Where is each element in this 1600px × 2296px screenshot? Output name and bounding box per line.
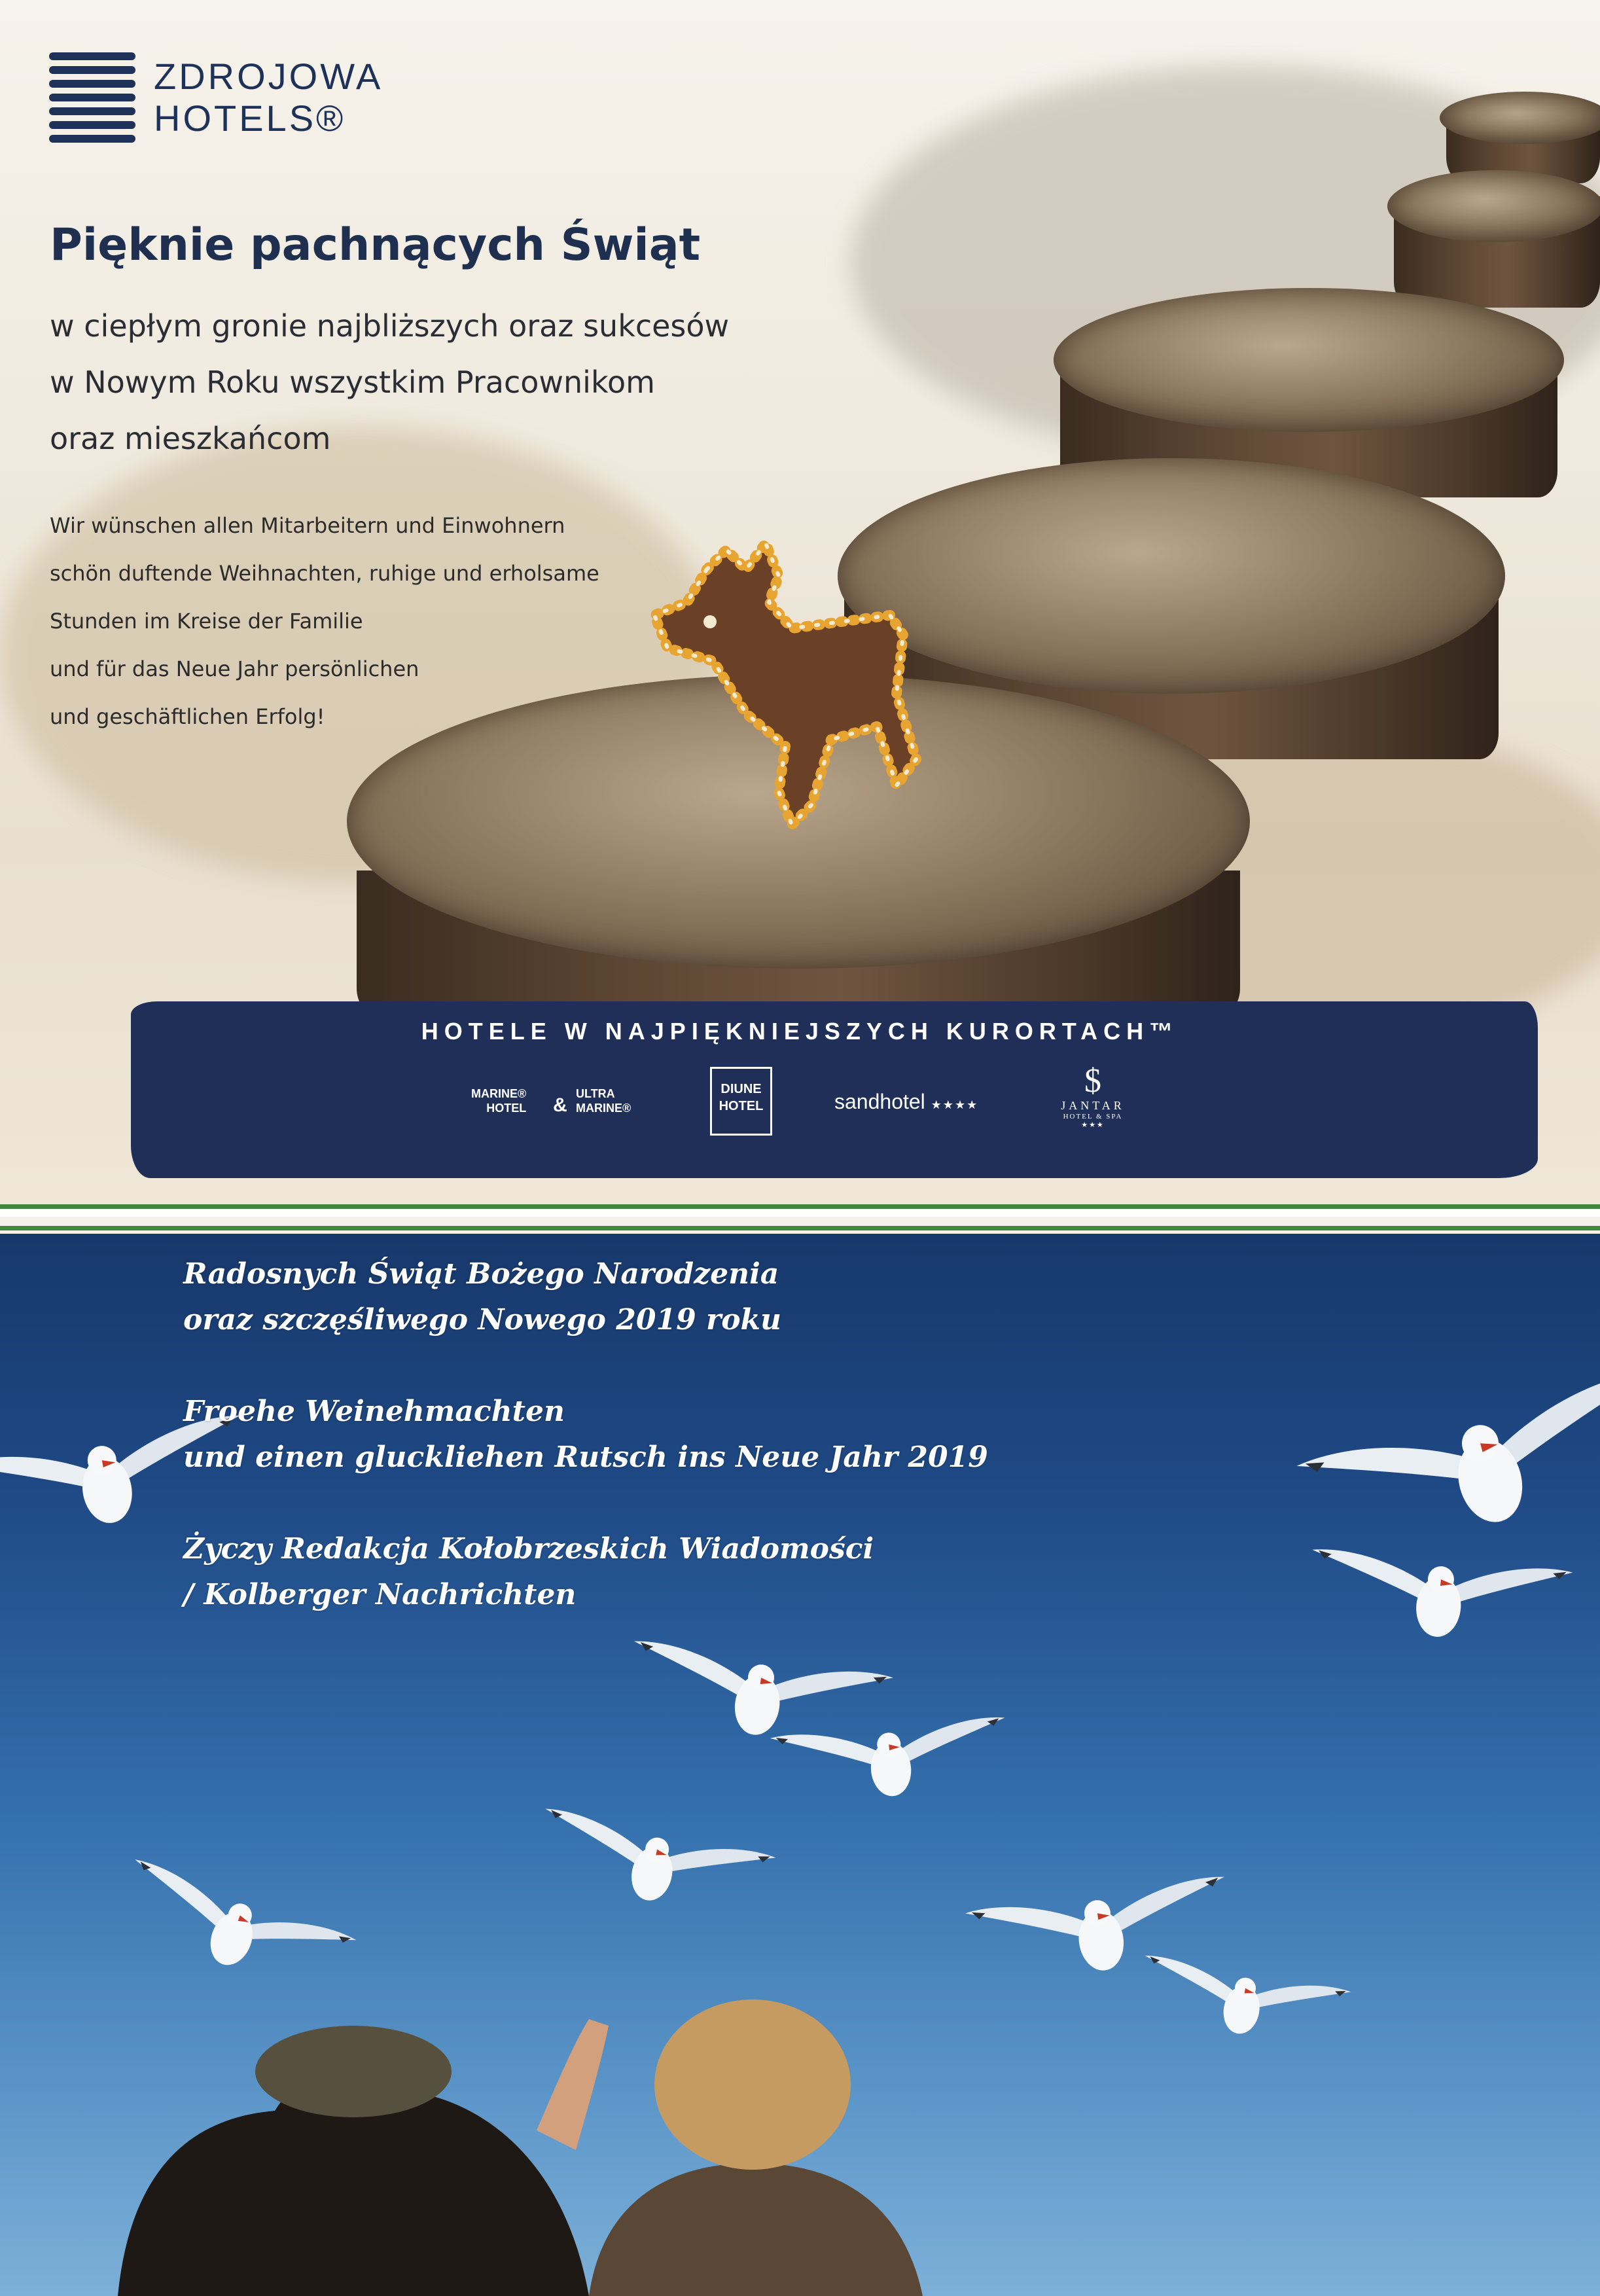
stump	[1440, 92, 1600, 144]
ad-headline: Pięknie pachnących Świąt	[50, 219, 701, 271]
greeting-line-de-1: Froehe Weinehmachten	[183, 1395, 565, 1428]
german-line: und für das Neue Jahr persönlichen	[50, 656, 419, 681]
seagull	[531, 1807, 776, 1924]
polish-line: w ciepłym gronie najbliższych oraz sukcesów	[50, 308, 730, 344]
marine-text: MARINE®	[471, 1087, 527, 1100]
greeting-line-de-2: und einen gluckliehen Rutsch ins Neue Jahr 2019	[183, 1441, 988, 1474]
polish-line: oraz mieszkańcom	[50, 421, 331, 456]
banner-title: HOTELE W NAJPIĘKNIEJSZYCH KURORTACH™	[421, 1018, 1179, 1045]
ultra-text: ULTRA	[576, 1087, 615, 1100]
ultra-marine-logo	[576, 1086, 631, 1115]
greeting-signature-1: Życzy Redakcja Kołobrzeskich Wiadomości	[183, 1532, 874, 1566]
jantar-sub-text: HOTEL & SPA	[1063, 1113, 1123, 1121]
jantar-glyph-icon: $	[1084, 1062, 1101, 1100]
seagull	[1296, 1369, 1600, 1568]
divider-line	[0, 1226, 1600, 1230]
jantar-hotel-logo	[1047, 1064, 1139, 1129]
gingerbread-reindeer-icon	[615, 530, 955, 857]
german-line: Stunden im Kreise der Familie	[50, 609, 363, 634]
german-line: Wir wünschen allen Mitarbeitern und Einwohnern	[50, 513, 565, 538]
marine-text: HOTEL	[486, 1102, 527, 1115]
ampersand: &	[553, 1094, 567, 1116]
greeting-signature-2: / Kolberger Nachrichten	[183, 1578, 577, 1611]
german-line: und geschäftlichen Erfolg!	[50, 704, 325, 729]
stump	[1387, 170, 1600, 242]
marine-hotel-logo	[471, 1086, 526, 1115]
diune-text: HOTEL	[719, 1099, 764, 1113]
seagull	[1306, 1548, 1573, 1648]
sand-text: sandhotel	[834, 1090, 925, 1113]
german-line: schön duftende Weihnachten, ruhige und erholsame	[50, 561, 599, 586]
greeting-line-pl-1: Radosnych Świąt Bożego Narodzenia	[183, 1257, 779, 1291]
jantar-text: JANTAR	[1061, 1099, 1125, 1112]
stars-icon: ★★★	[1081, 1121, 1105, 1129]
wave-lines-icon	[49, 52, 135, 143]
diune-hotel-logo	[710, 1067, 772, 1136]
seagull	[624, 1640, 894, 1753]
logo-line-1: ZDROJOWA	[154, 56, 383, 97]
seagull	[1134, 1954, 1351, 2052]
logo-line-2: HOTELS®	[154, 98, 346, 139]
seagull	[770, 1716, 1011, 1806]
greeting-text	[183, 1251, 988, 1618]
seagull	[112, 1858, 357, 2004]
polish-wishes	[50, 298, 729, 467]
divider-line	[0, 1209, 1600, 1217]
polish-line: w Nowym Roku wszystkim Pracownikom	[50, 365, 655, 400]
diune-text: DIUNE	[720, 1082, 762, 1096]
stars-icon: ★★★★	[931, 1098, 979, 1111]
stump	[1054, 288, 1564, 432]
ultra-text: MARINE®	[576, 1102, 631, 1115]
zdrojowa-logo	[49, 52, 383, 143]
spacer	[183, 1343, 988, 1389]
divider-line	[0, 1204, 1600, 1209]
sand-hotel-logo	[834, 1090, 978, 1114]
spacer	[183, 1480, 988, 1526]
german-wishes	[50, 502, 599, 741]
greeting-line-pl-2: oraz szczęśliwego Nowego 2019 roku	[183, 1303, 782, 1336]
